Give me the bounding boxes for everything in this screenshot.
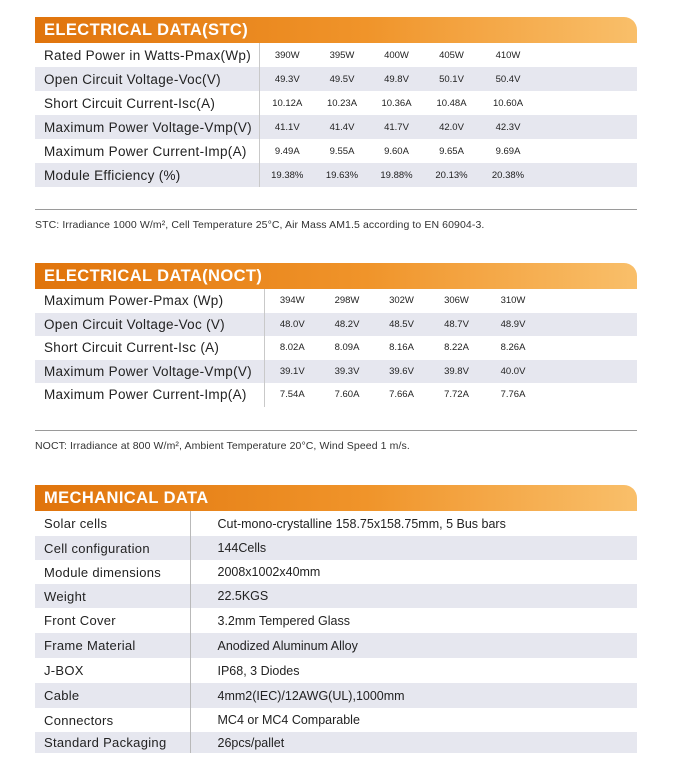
- noct-value-cell: 48.7V: [429, 313, 484, 337]
- stc-row-label: Maximum Power Voltage-Vmp(V): [35, 115, 259, 139]
- stc-value-cell: 10.23A: [326, 97, 358, 109]
- stc-table: [35, 43, 637, 187]
- mech-row-value: 26pcs/pallet: [190, 732, 637, 753]
- stc-value-cell: 49.3V: [259, 67, 315, 91]
- noct-row-label: Maximum Power-Pmax (Wp): [35, 289, 264, 313]
- noct-row: [35, 383, 637, 407]
- stc-value-cell: 50.1V: [424, 67, 479, 91]
- noct-value-cell: 8.26A: [500, 342, 526, 354]
- mech-row-label: Connectors: [35, 708, 190, 732]
- noct-section: [35, 263, 637, 407]
- noct-row: [35, 289, 637, 313]
- stc-row-label: Maximum Power Current-Imp(A): [35, 139, 259, 163]
- stc-bottom-rule: [35, 209, 637, 210]
- noct-value-cell: 310W: [500, 295, 526, 307]
- noct-value-cell: 8.16A: [389, 342, 414, 354]
- stc-value-cell: 50.4V: [479, 67, 537, 91]
- noct-value-cell: 8.22A: [444, 342, 469, 354]
- stc-value-cell: 10.60A: [492, 97, 524, 109]
- mech-section: [35, 485, 637, 753]
- mech-row-label: Front Cover: [35, 608, 190, 633]
- noct-value-cell: 39.3V: [320, 360, 374, 384]
- mech-row: [35, 732, 637, 753]
- stc-value-cell: 9.69A: [495, 145, 521, 157]
- stc-section: [35, 17, 637, 187]
- noct-row: [35, 313, 637, 337]
- mech-row: [35, 584, 637, 608]
- noct-value-cell: 7.54A: [279, 389, 305, 401]
- mech-row-label: Solar cells: [35, 511, 190, 536]
- mech-row-label: Weight: [35, 584, 190, 608]
- mech-row-label: Frame Material: [35, 633, 190, 658]
- mech-row: [35, 708, 637, 732]
- noct-value-cell: 7.66A: [389, 389, 414, 401]
- noct-table: [35, 289, 637, 407]
- noct-row-label: Maximum Power Current-Imp(A): [35, 383, 264, 407]
- noct-row-label: Short Circuit Current-Isc (A): [35, 336, 264, 360]
- stc-row: [35, 163, 637, 187]
- noct-value-cell: 39.6V: [374, 360, 429, 384]
- stc-value-cell: 10.12A: [272, 97, 303, 109]
- noct-value-cell: 48.2V: [320, 313, 374, 337]
- mech-row-label: Standard Packaging: [35, 732, 190, 753]
- noct-value-cell: 7.72A: [444, 389, 469, 401]
- stc-value-cell: 42.3V: [479, 115, 537, 139]
- mech-row-value: 3.2mm Tempered Glass: [217, 613, 350, 628]
- mech-row-value: 4mm2(IEC)/12AWG(UL),1000mm: [190, 683, 637, 708]
- stc-row: [35, 115, 637, 139]
- noct-value-cell: 306W: [444, 295, 469, 307]
- mech-row-value: Anodized Aluminum Alloy: [190, 633, 637, 658]
- mech-row-label: Module dimensions: [35, 560, 190, 584]
- noct-row-label: Maximum Power Voltage-Vmp(V): [35, 360, 264, 384]
- mech-row: [35, 536, 637, 560]
- noct-value-cell: 298W: [334, 295, 360, 307]
- mech-row: [35, 658, 637, 683]
- mech-row-label: J-BOX: [35, 658, 190, 683]
- mech-row-value: 2008x1002x40mm: [217, 565, 321, 579]
- stc-title: ELECTRICAL DATA(STC): [35, 17, 637, 43]
- mech-row-value: MC4 or MC4 Comparable: [217, 713, 360, 727]
- noct-value-cell: 48.5V: [374, 313, 429, 337]
- noct-value-cell: 7.60A: [334, 389, 360, 401]
- stc-value-cell: 19.38%: [259, 163, 315, 187]
- noct-value-cell: 302W: [389, 295, 414, 307]
- noct-value-cell: 8.02A: [279, 342, 305, 354]
- noct-value-cell: 7.76A: [500, 389, 526, 401]
- stc-value-cell: 9.55A: [329, 145, 355, 157]
- noct-value-cell: 39.8V: [429, 360, 484, 384]
- mech-row-value: Cut-mono-crystalline 158.75x158.75mm, 5 Bus bars: [217, 516, 506, 531]
- mech-row-value: 22.5KGS: [190, 584, 637, 608]
- stc-value-cell: 9.60A: [384, 145, 409, 157]
- stc-value-cell: 405W: [439, 49, 464, 61]
- mech-row: [35, 511, 637, 536]
- stc-row: [35, 43, 637, 67]
- noct-row-label: Open Circuit Voltage-Voc (V): [35, 313, 264, 337]
- stc-value-cell: 49.5V: [315, 67, 369, 91]
- mech-row: [35, 633, 637, 658]
- stc-row-label: Module Efficiency (%): [35, 163, 259, 187]
- stc-row: [35, 91, 637, 115]
- noct-bottom-rule: [35, 430, 637, 431]
- stc-value-cell: 390W: [274, 49, 300, 61]
- mech-title: MECHANICAL DATA: [35, 485, 637, 511]
- stc-value-cell: 49.8V: [369, 67, 424, 91]
- noct-row: [35, 336, 637, 360]
- noct-title: ELECTRICAL DATA(NOCT): [35, 263, 637, 289]
- mech-row: [35, 608, 637, 633]
- noct-note: NOCT: Irradiance at 800 W/m², Ambient Temperature 20°C, Wind Speed 1 m/s.: [35, 440, 410, 452]
- noct-row: [35, 360, 637, 384]
- stc-value-cell: 400W: [384, 49, 409, 61]
- noct-value-cell: 48.0V: [264, 313, 320, 337]
- stc-row: [35, 67, 637, 91]
- stc-value-cell: 41.7V: [369, 115, 424, 139]
- stc-value-cell: 395W: [329, 49, 355, 61]
- mech-row: [35, 683, 637, 708]
- stc-value-cell: 41.1V: [259, 115, 315, 139]
- mech-row: [35, 560, 637, 584]
- stc-value-cell: 41.4V: [315, 115, 369, 139]
- stc-value-cell: 19.88%: [369, 163, 424, 187]
- noct-value-cell: 8.09A: [334, 342, 360, 354]
- stc-value-cell: 410W: [495, 49, 521, 61]
- stc-value-cell: 19.63%: [315, 163, 369, 187]
- stc-value-cell: 9.65A: [439, 145, 464, 157]
- stc-value-cell: 9.49A: [274, 145, 300, 157]
- stc-value-cell: 20.13%: [424, 163, 479, 187]
- mech-row-value: 144Cells: [190, 536, 637, 560]
- stc-value-cell: 42.0V: [424, 115, 479, 139]
- stc-row-label: Short Circuit Current-Isc(A): [35, 91, 259, 115]
- stc-value-cell: 20.38%: [479, 163, 537, 187]
- noct-value-cell: 39.1V: [264, 360, 320, 384]
- noct-value-cell: 40.0V: [484, 360, 542, 384]
- stc-row-label: Open Circuit Voltage-Voc(V): [35, 67, 259, 91]
- noct-value-cell: 394W: [279, 295, 305, 307]
- mech-row-label: Cell configuration: [35, 536, 190, 560]
- stc-row: [35, 139, 637, 163]
- stc-value-cell: 10.36A: [381, 97, 412, 109]
- stc-note: STC: Irradiance 1000 W/m², Cell Temperature 25°C, Air Mass AM1.5 according to EN 60904-3.: [35, 219, 485, 231]
- mech-row-value: IP68, 3 Diodes: [217, 663, 300, 678]
- stc-row-label: Rated Power in Watts-Pmax(Wp): [35, 43, 259, 67]
- mech-row-label: Cable: [35, 683, 190, 708]
- mech-table: [35, 511, 637, 753]
- noct-value-cell: 48.9V: [484, 313, 542, 337]
- stc-value-cell: 10.48A: [436, 97, 467, 109]
